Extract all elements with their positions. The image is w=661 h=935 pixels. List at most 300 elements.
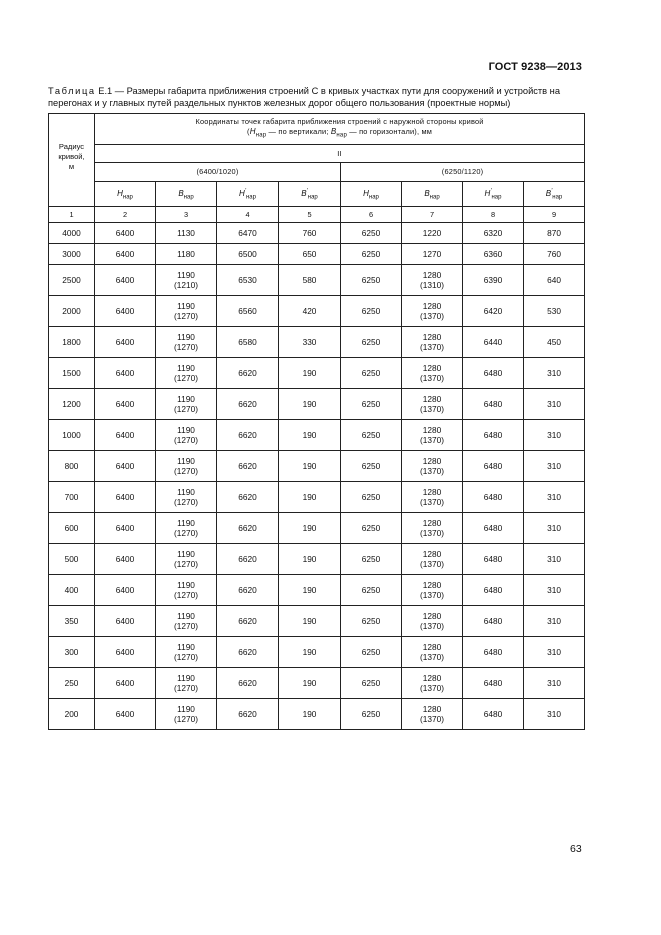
cell-value: 1280 — [422, 549, 442, 559]
table-cell — [156, 223, 217, 244]
table-cell — [156, 544, 217, 575]
cell-value: 1800 — [62, 337, 81, 347]
cell-value: 6250 — [361, 228, 381, 238]
cell-value: 6620 — [238, 430, 257, 440]
cell-value: 6560 — [238, 306, 257, 316]
cell-value: 310 — [547, 554, 561, 564]
cell-value: 6400 — [115, 554, 135, 564]
table-cell — [49, 265, 95, 296]
column-symbol: $B_{нар}$ — [424, 188, 440, 201]
table-cell — [402, 637, 463, 668]
subheader-left: (6400/1020) — [95, 163, 341, 182]
cell-value: 1200 — [62, 399, 81, 409]
column-symbol: $H_{нар}$ — [117, 188, 133, 201]
table-cell — [524, 668, 585, 699]
column-symbol-header — [524, 182, 585, 207]
table-cell — [463, 482, 524, 513]
table-cell — [402, 296, 463, 327]
cell-value: 6250 — [361, 275, 381, 285]
table-cell — [524, 637, 585, 668]
table-cell — [156, 575, 217, 606]
cell-value: 1130 — [177, 228, 195, 238]
column-symbol-header — [341, 182, 402, 207]
document-id: ГОСТ 9238—2013 — [488, 61, 582, 73]
table-cell — [156, 358, 217, 389]
cell-value: 6400 — [115, 430, 135, 440]
cell-value: 6400 — [115, 228, 135, 238]
cell-value: 6250 — [361, 430, 381, 440]
table-cell — [49, 544, 95, 575]
table-cell — [49, 451, 95, 482]
table-cell — [217, 668, 279, 699]
cell-value: 580 — [302, 275, 317, 285]
table-cell — [524, 327, 585, 358]
table-cell — [341, 637, 402, 668]
radius-header — [49, 114, 95, 207]
column-number: 6 — [341, 207, 402, 223]
cell-alt-value: (1270) — [174, 528, 198, 538]
cell-value: 6420 — [483, 306, 503, 316]
table-cell — [463, 637, 524, 668]
column-symbol: $H'_{нар}$ — [484, 188, 502, 201]
table-cell — [524, 606, 585, 637]
cell-value: 6480 — [483, 461, 503, 471]
cell-value: 6620 — [238, 461, 257, 471]
cell-value: 6620 — [238, 616, 257, 626]
cell-alt-value: (1270) — [174, 342, 198, 352]
table-row — [49, 606, 585, 637]
cell-alt-value: (1270) — [174, 435, 198, 445]
cell-value: 1280 — [422, 425, 442, 435]
cell-value: 1190 — [177, 301, 195, 311]
table-cell — [402, 513, 463, 544]
cell-value: 1190 — [177, 642, 195, 652]
cell-value: 310 — [547, 492, 561, 502]
cell-value: 190 — [302, 430, 317, 440]
cell-value: 190 — [302, 678, 317, 688]
cell-alt-value: (1370) — [420, 652, 444, 662]
cell-value: 1190 — [177, 487, 195, 497]
cell-value: 190 — [302, 492, 317, 502]
gabarit-group-label: II — [95, 145, 585, 163]
table-cell — [341, 544, 402, 575]
table-cell — [341, 389, 402, 420]
cell-value: 310 — [547, 585, 561, 595]
column-symbol: $B'_{нар}$ — [545, 188, 563, 201]
table-cell — [402, 389, 463, 420]
cell-value: 6620 — [238, 523, 257, 533]
cell-value: 6360 — [483, 249, 503, 259]
table-cell — [156, 637, 217, 668]
table-row — [49, 420, 585, 451]
table-cell — [217, 296, 279, 327]
radius-header-line-3: м — [68, 162, 75, 171]
table-row — [49, 389, 585, 420]
table-cell — [524, 223, 585, 244]
table-caption — [48, 86, 588, 109]
cell-value: 6250 — [361, 368, 381, 378]
column-symbol: $H'_{нар}$ — [239, 188, 256, 201]
column-number: 9 — [524, 207, 585, 223]
table-cell — [279, 223, 341, 244]
table-cell — [49, 358, 95, 389]
table-cell — [279, 668, 341, 699]
cell-value: 190 — [302, 461, 317, 471]
cell-value: 800 — [64, 461, 79, 471]
cell-alt-value: (1370) — [420, 528, 444, 538]
cell-value: 1190 — [177, 456, 195, 466]
column-number: 7 — [402, 207, 463, 223]
table-cell — [341, 575, 402, 606]
table-cell — [524, 699, 585, 730]
column-number: 4 — [217, 207, 279, 223]
table-cell — [95, 244, 156, 265]
table-row — [49, 513, 585, 544]
cell-value: 350 — [64, 616, 79, 626]
table-cell — [463, 668, 524, 699]
cell-value: 310 — [547, 616, 561, 626]
table-cell — [524, 451, 585, 482]
table-caption-lead: Таблица — [48, 86, 96, 96]
table-cell — [341, 244, 402, 265]
cell-value: 1190 — [177, 580, 195, 590]
table-cell — [95, 668, 156, 699]
table-cell — [95, 327, 156, 358]
cell-value: 1190 — [177, 363, 195, 373]
table-cell — [49, 296, 95, 327]
table-cell — [402, 358, 463, 389]
cell-value: 6480 — [483, 368, 503, 378]
column-symbol-header — [463, 182, 524, 207]
cell-alt-value: (1210) — [174, 280, 198, 290]
cell-value: 2000 — [62, 306, 81, 316]
table-cell — [463, 513, 524, 544]
cell-value: 6480 — [483, 554, 503, 564]
cell-value: 6620 — [238, 554, 257, 564]
table-cell — [95, 296, 156, 327]
table-cell — [156, 451, 217, 482]
table-cell — [217, 575, 279, 606]
table-cell — [524, 358, 585, 389]
table-cell — [49, 575, 95, 606]
column-symbol-header — [217, 182, 279, 207]
cell-value: 1280 — [422, 332, 442, 342]
cell-value: 1280 — [422, 456, 442, 466]
cell-value: 6400 — [115, 399, 135, 409]
cell-value: 6480 — [483, 399, 503, 409]
table-cell — [402, 420, 463, 451]
table-cell — [49, 668, 95, 699]
cell-value: 330 — [302, 337, 317, 347]
cell-value: 6400 — [115, 368, 135, 378]
table-cell — [402, 327, 463, 358]
table-cell — [49, 513, 95, 544]
table-cell — [49, 244, 95, 265]
cell-value: 640 — [547, 275, 561, 285]
cell-value: 500 — [64, 554, 79, 564]
cell-alt-value: (1270) — [174, 590, 198, 600]
table-cell — [279, 389, 341, 420]
cell-value: 6500 — [238, 249, 257, 259]
table-cell — [341, 699, 402, 730]
cell-value: 3000 — [62, 249, 81, 259]
cell-value: 6480 — [483, 523, 503, 533]
table-row — [49, 482, 585, 513]
table-cell — [524, 544, 585, 575]
cell-value: 190 — [302, 585, 317, 595]
table-cell — [463, 544, 524, 575]
cell-alt-value: (1270) — [174, 373, 198, 383]
table-cell — [341, 451, 402, 482]
cell-value: 6250 — [361, 616, 381, 626]
table-cell — [524, 513, 585, 544]
cell-alt-value: (1370) — [420, 342, 444, 352]
cell-value: 190 — [302, 399, 317, 409]
table-cell — [217, 327, 279, 358]
table-row — [49, 223, 585, 244]
table-cell — [95, 482, 156, 513]
table-cell — [524, 244, 585, 265]
table-cell — [156, 606, 217, 637]
cell-value: 190 — [302, 523, 317, 533]
table-cell — [95, 265, 156, 296]
cell-value: 6250 — [361, 337, 381, 347]
table-cell — [217, 482, 279, 513]
column-symbol: $B_{нар}$ — [178, 188, 194, 201]
table-cell — [217, 223, 279, 244]
cell-value: 6470 — [238, 228, 257, 238]
cell-alt-value: (1370) — [420, 590, 444, 600]
cell-value: 6530 — [238, 275, 257, 285]
cell-value: 760 — [547, 249, 561, 259]
cell-value: 700 — [64, 492, 79, 502]
cell-value: 190 — [302, 709, 317, 719]
table-cell — [402, 223, 463, 244]
cell-value: 310 — [547, 399, 561, 409]
cell-value: 450 — [547, 337, 561, 347]
cell-value: 6480 — [483, 678, 503, 688]
cell-value: 6400 — [115, 647, 135, 657]
table-cell — [49, 389, 95, 420]
cell-value: 1190 — [177, 673, 195, 683]
cell-value: 1280 — [422, 363, 442, 373]
table-cell — [402, 265, 463, 296]
cell-value: 6480 — [483, 492, 503, 502]
cell-value: 310 — [547, 647, 561, 657]
cell-value: 1220 — [422, 228, 442, 238]
cell-value: 1190 — [177, 704, 195, 714]
table-cell — [524, 296, 585, 327]
cell-alt-value: (1370) — [420, 435, 444, 445]
column-number: 2 — [95, 207, 156, 223]
table-cell — [279, 575, 341, 606]
cell-value: 6480 — [483, 647, 503, 657]
table-cell — [217, 358, 279, 389]
table-cell — [217, 606, 279, 637]
cell-value: 6400 — [115, 492, 135, 502]
table-cell — [217, 451, 279, 482]
table-cell — [341, 668, 402, 699]
cell-value: 1190 — [177, 611, 195, 621]
cell-value: 6620 — [238, 368, 257, 378]
cell-value: 6620 — [238, 647, 257, 657]
table-row — [49, 668, 585, 699]
cell-value: 1280 — [422, 301, 442, 311]
cell-alt-value: (1270) — [174, 404, 198, 414]
cell-alt-value: (1370) — [420, 311, 444, 321]
cell-value: 6250 — [361, 709, 381, 719]
table-cell — [49, 699, 95, 730]
cell-alt-value: (1370) — [420, 559, 444, 569]
table-cell — [402, 482, 463, 513]
table-cell — [217, 420, 279, 451]
cell-value: 6250 — [361, 523, 381, 533]
cell-alt-value: (1270) — [174, 559, 198, 569]
cell-value: 6250 — [361, 306, 381, 316]
table-cell — [95, 513, 156, 544]
column-number: 8 — [463, 207, 524, 223]
table-cell — [402, 451, 463, 482]
table-cell — [217, 544, 279, 575]
table-cell — [463, 358, 524, 389]
table-cell — [463, 327, 524, 358]
table-cell — [279, 513, 341, 544]
table-cell — [279, 544, 341, 575]
cell-alt-value: (1270) — [174, 311, 198, 321]
table-cell — [49, 637, 95, 668]
table-cell — [463, 265, 524, 296]
cell-value: 2500 — [62, 275, 81, 285]
table-cell — [95, 389, 156, 420]
table-cell — [524, 420, 585, 451]
table-cell — [402, 606, 463, 637]
table-row — [49, 327, 585, 358]
table-cell — [279, 699, 341, 730]
page-number: 63 — [570, 843, 582, 855]
cell-value: 400 — [64, 585, 79, 595]
table-cell — [341, 420, 402, 451]
cell-value: 6390 — [483, 275, 503, 285]
table-cell — [217, 637, 279, 668]
cell-alt-value: (1370) — [420, 466, 444, 476]
table-cell — [463, 244, 524, 265]
table-cell — [341, 482, 402, 513]
cell-value: 6620 — [238, 585, 257, 595]
table-cell — [279, 482, 341, 513]
table-cell — [49, 223, 95, 244]
cell-value: 760 — [302, 228, 317, 238]
cell-value: 190 — [302, 554, 317, 564]
column-number: 1 — [49, 207, 95, 223]
cell-value: 6250 — [361, 399, 381, 409]
table-cell — [156, 244, 217, 265]
table-cell — [49, 420, 95, 451]
cell-value: 6620 — [238, 399, 257, 409]
cell-value: 1190 — [177, 394, 195, 404]
table-cell — [279, 606, 341, 637]
cell-value: 6620 — [238, 709, 257, 719]
table-cell — [217, 513, 279, 544]
table-cell — [156, 420, 217, 451]
cell-value: 6250 — [361, 554, 381, 564]
table-row — [49, 637, 585, 668]
cell-value: 1280 — [422, 611, 442, 621]
cell-value: 530 — [547, 306, 561, 316]
table-cell — [341, 513, 402, 544]
table-cell — [279, 358, 341, 389]
cell-value: 1280 — [422, 394, 442, 404]
cell-value: 1180 — [177, 249, 195, 259]
cell-alt-value: (1370) — [420, 621, 444, 631]
cell-value: 1500 — [62, 368, 81, 378]
cell-value: 6320 — [483, 228, 503, 238]
cell-value: 6400 — [115, 275, 135, 285]
cell-value: 1000 — [62, 430, 81, 440]
table-cell — [463, 451, 524, 482]
cell-alt-value: (1270) — [174, 683, 198, 693]
table-cell — [341, 327, 402, 358]
table-cell — [156, 327, 217, 358]
cell-value: 6400 — [115, 585, 135, 595]
table-cell — [279, 296, 341, 327]
cell-value: 310 — [547, 523, 561, 533]
table-cell — [279, 451, 341, 482]
table-cell — [156, 513, 217, 544]
table-cell — [402, 668, 463, 699]
cell-alt-value: (1270) — [174, 497, 198, 507]
cell-value: 1190 — [177, 425, 195, 435]
cell-value: 310 — [547, 709, 561, 719]
cell-alt-value: (1370) — [420, 404, 444, 414]
cell-value: 6400 — [115, 461, 135, 471]
table-cell — [402, 575, 463, 606]
table-cell — [463, 296, 524, 327]
cell-value: 6440 — [483, 337, 503, 347]
cell-value: 250 — [64, 678, 79, 688]
cell-alt-value: (1370) — [420, 683, 444, 693]
cell-alt-value: (1370) — [420, 373, 444, 383]
table-cell — [156, 668, 217, 699]
cell-alt-value: (1270) — [174, 652, 198, 662]
coordinates-header-line-1: Координаты точек габарита приближения строений с наружной стороны кривой — [195, 117, 484, 127]
table-row — [49, 358, 585, 389]
column-symbol: $H_{нар}$ — [363, 188, 379, 201]
cell-value: 870 — [547, 228, 561, 238]
cell-value: 6400 — [115, 523, 135, 533]
table-cell — [156, 482, 217, 513]
column-symbol-header — [402, 182, 463, 207]
table-cell — [341, 296, 402, 327]
table-cell — [95, 606, 156, 637]
table-cell — [95, 358, 156, 389]
cell-value: 6480 — [483, 709, 503, 719]
table-cell — [524, 575, 585, 606]
cell-value: 1280 — [422, 673, 442, 683]
column-symbol-header — [279, 182, 341, 207]
table-cell — [279, 420, 341, 451]
cell-value: 6620 — [238, 678, 257, 688]
table-cell — [95, 699, 156, 730]
table-row — [49, 244, 585, 265]
cell-value: 6480 — [483, 616, 503, 626]
table-cell — [524, 265, 585, 296]
cell-alt-value: (1310) — [420, 280, 444, 290]
cell-value: 6400 — [115, 616, 135, 626]
cell-value: 6480 — [483, 585, 503, 595]
table-cell — [402, 244, 463, 265]
table-cell — [463, 699, 524, 730]
table-cell — [341, 265, 402, 296]
